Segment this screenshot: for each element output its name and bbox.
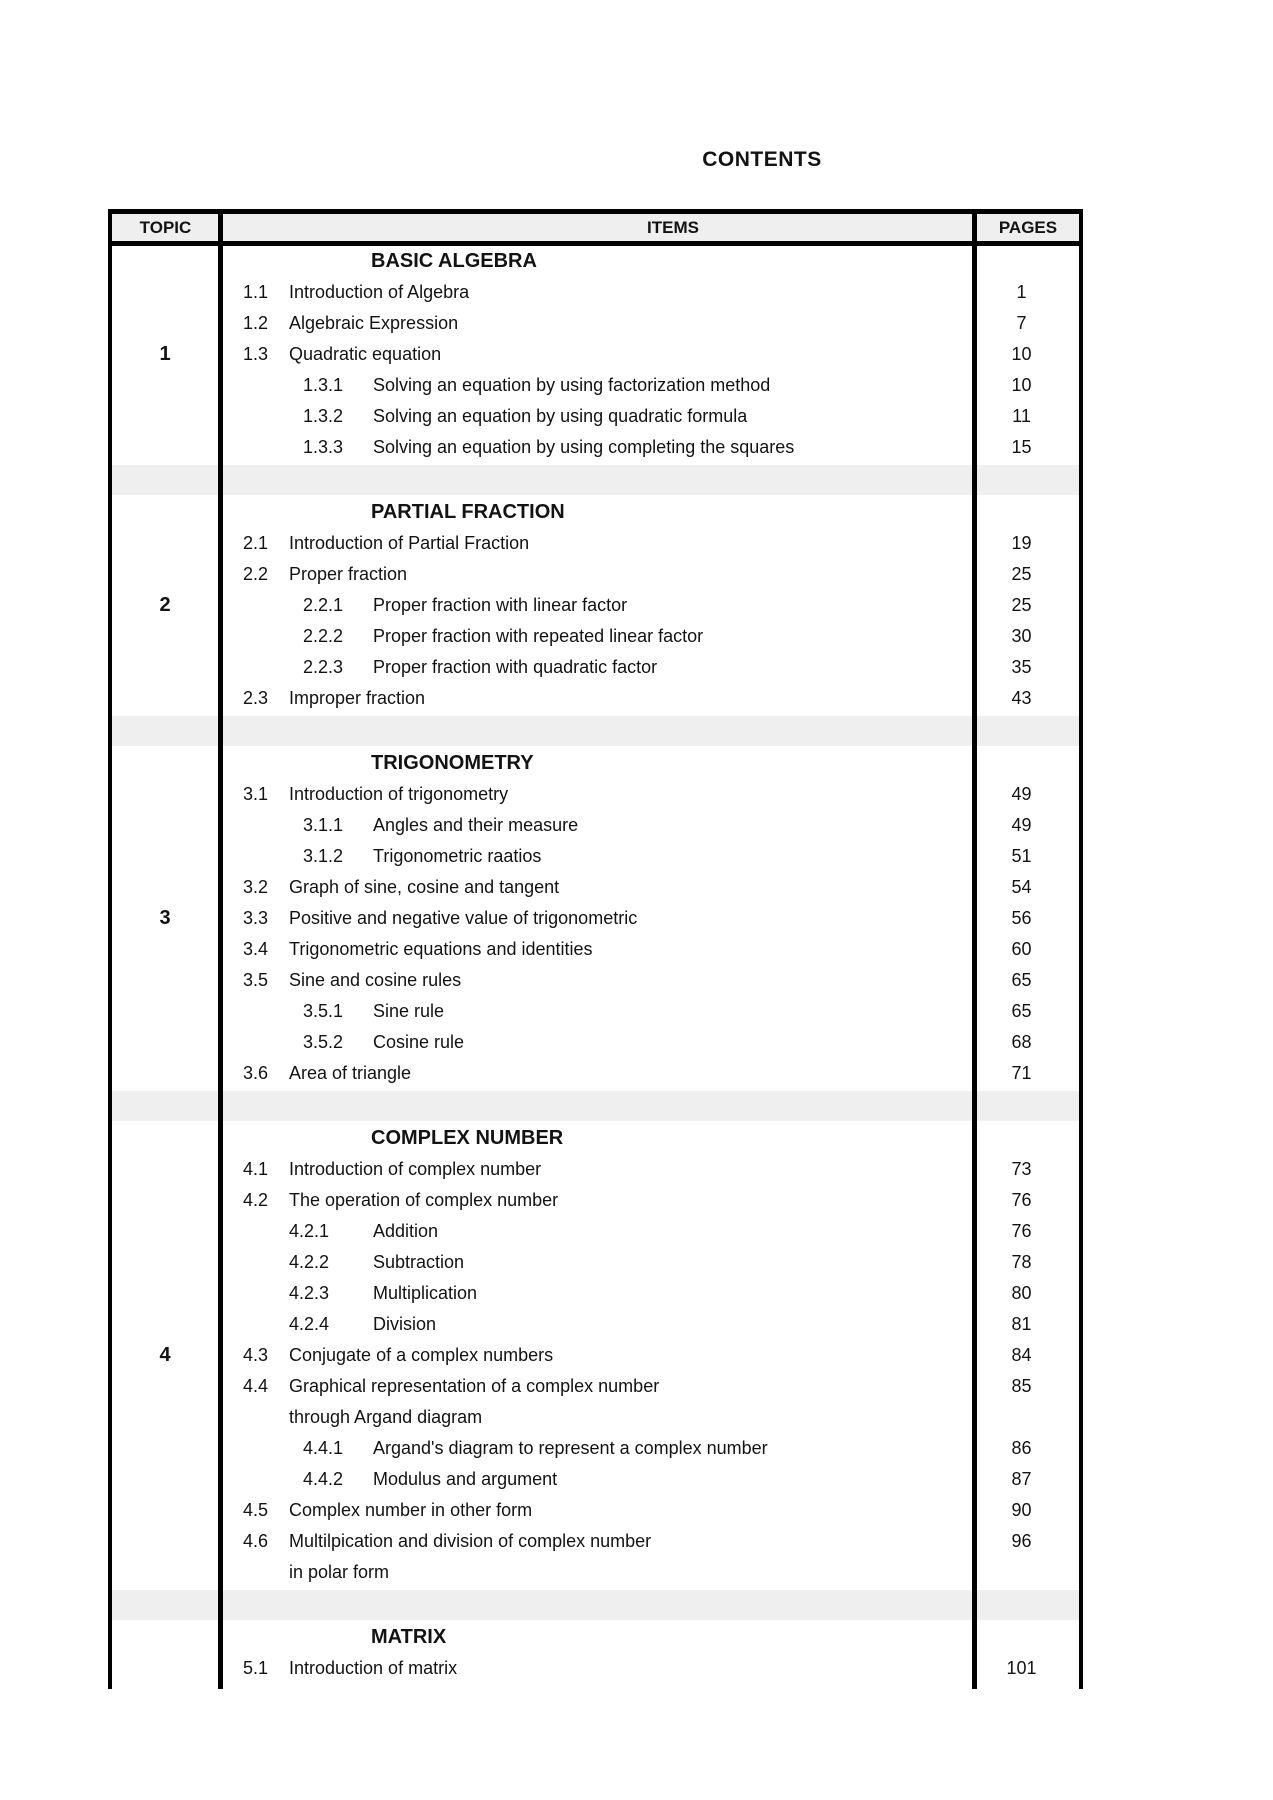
item-cell: [219, 1058, 968, 1089]
item-cell: [219, 1340, 968, 1371]
item-number: 3.1.2: [303, 846, 344, 866]
page-number: 30: [1011, 626, 1032, 646]
toc-row: [108, 1433, 1083, 1464]
page-number: 96: [1011, 1531, 1032, 1551]
section-heading-row: [108, 1123, 1083, 1154]
page-number: [968, 1402, 1075, 1433]
page-number: [968, 1557, 1075, 1588]
item-cell: [219, 841, 968, 872]
section-separator: [108, 1089, 1083, 1123]
page-number: 68: [1011, 1032, 1032, 1052]
toc-row: [108, 559, 1083, 590]
page-number: 73: [1011, 1159, 1032, 1179]
item-label: Solving an equation by using factorization method: [373, 375, 771, 395]
section-block-5: [108, 1622, 1083, 1684]
item-label: Solving an equation by using completing the squares: [373, 437, 795, 457]
toc-row: [108, 621, 1083, 652]
page-number: 87: [1011, 1469, 1032, 1489]
item-number: 3.5.1: [303, 1001, 344, 1021]
toc-row: [108, 528, 1083, 559]
item-number: 1.3.2: [303, 406, 344, 426]
section-separator: [108, 714, 1083, 748]
item-cell: [219, 1495, 968, 1526]
separator-band: [108, 716, 1083, 746]
item-label: Multiplication: [373, 1283, 478, 1303]
contents-table: [108, 209, 1083, 1689]
item-number: 3.3: [243, 908, 269, 928]
item-cell: [219, 559, 968, 590]
page-number: 80: [1011, 1283, 1032, 1303]
page-number: 15: [1011, 437, 1032, 457]
item-cell: [219, 652, 968, 683]
section-heading: BASIC ALGEBRA: [371, 250, 537, 272]
item-number: 5.1: [243, 1658, 269, 1678]
item-cell: [219, 683, 968, 714]
section-heading: TRIGONOMETRY: [371, 752, 534, 774]
toc-row: [108, 810, 1083, 841]
column-header-pages: PAGES: [998, 218, 1058, 237]
toc-row: [108, 1402, 1083, 1433]
item-cell: [219, 1653, 968, 1684]
item-number: 2.2: [243, 564, 269, 584]
item-label: Proper fraction with linear factor: [373, 595, 628, 615]
page-number: 76: [1011, 1221, 1032, 1241]
section-heading-row: [108, 1622, 1083, 1653]
item-cell: [219, 401, 968, 432]
section-heading-row: [108, 246, 1083, 277]
topic-cell: [108, 1622, 219, 1653]
toc-row: [108, 1058, 1083, 1089]
page-number: 7: [1016, 313, 1027, 333]
item-cell: [219, 872, 968, 903]
toc-row: [108, 1247, 1083, 1278]
page-number: 78: [1011, 1252, 1032, 1272]
column-header-topic: TOPIC: [139, 218, 192, 237]
item-label: Modulus and argument: [373, 1469, 558, 1489]
item-number: 2.2.3: [303, 657, 344, 677]
item-cell: [219, 1185, 968, 1216]
page-number: 10: [1011, 375, 1032, 395]
section-heading-row: [108, 497, 1083, 528]
item-cell: [219, 1154, 968, 1185]
item-number: 4.3: [243, 1345, 269, 1365]
toc-row: [108, 590, 1083, 621]
topic-number: 3: [159, 907, 171, 929]
page-number: 76: [1011, 1190, 1032, 1210]
item-number: 2.1: [243, 533, 269, 553]
item-label: Multilpication and division of complex number: [289, 1531, 652, 1551]
item-label: The operation of complex number: [289, 1190, 559, 1210]
item-label: Introduction of complex number: [289, 1159, 542, 1179]
item-cell: [219, 779, 968, 810]
topic-items-divider: [218, 209, 223, 1689]
item-cell: [219, 1433, 968, 1464]
item-label: Introduction of trigonometry: [289, 784, 509, 804]
toc-row: [108, 308, 1083, 339]
item-number: 4.2: [243, 1190, 269, 1210]
item-number: 1.3: [243, 344, 269, 364]
item-cell: [219, 1371, 968, 1402]
item-cell: [219, 308, 968, 339]
item-number: 1.2: [243, 313, 269, 333]
toc-row: [108, 1340, 1083, 1371]
toc-row: [108, 1371, 1083, 1402]
toc-row: [108, 1027, 1083, 1058]
toc-row: [108, 996, 1083, 1027]
table-right-border: [1079, 209, 1083, 1689]
item-number: 4.2.2: [289, 1252, 330, 1272]
page-number: 49: [1011, 784, 1032, 804]
topic-number: 1: [159, 343, 171, 365]
item-label: Conjugate of a complex numbers: [289, 1345, 554, 1365]
items-pages-divider: [972, 209, 977, 1689]
toc-row: [108, 1495, 1083, 1526]
item-label: Addition: [373, 1221, 439, 1241]
toc-row: [108, 277, 1083, 308]
item-number: 2.2.2: [303, 626, 344, 646]
toc-row: [108, 652, 1083, 683]
toc-row: [108, 841, 1083, 872]
table-body: [108, 246, 1083, 1684]
topic-number: 2: [159, 594, 171, 616]
item-number: 3.5: [243, 970, 269, 990]
item-label: Positive and negative value of trigonometric: [289, 908, 638, 928]
item-label: Angles and their measure: [373, 815, 579, 835]
toc-row: [108, 401, 1083, 432]
item-label: Introduction of Algebra: [289, 282, 470, 302]
page-number: 49: [1011, 815, 1032, 835]
item-number: 2.2.1: [303, 595, 344, 615]
page-number: 43: [1011, 688, 1032, 708]
pages-cell: [968, 748, 1075, 779]
section-heading: MATRIX: [371, 1626, 447, 1648]
item-label: Graphical representation of a complex number: [289, 1376, 660, 1396]
separator-band: [108, 1091, 1083, 1121]
item-cell: [219, 370, 968, 401]
item-cell: [219, 903, 968, 934]
toc-row: [108, 683, 1083, 714]
item-number: 4.5: [243, 1500, 269, 1520]
separator-band: [108, 465, 1083, 495]
toc-row: [108, 903, 1083, 934]
separator-band: [108, 1590, 1083, 1620]
toc-row: [108, 779, 1083, 810]
toc-row: [108, 1464, 1083, 1495]
item-number: 1.1: [243, 282, 269, 302]
item-cell: [219, 1027, 968, 1058]
item-label: Trigonometric equations and identities: [289, 939, 593, 959]
section-block-1: [108, 246, 1083, 463]
item-number: 3.4: [243, 939, 269, 959]
table-left-border: [108, 209, 112, 1689]
toc-row: [108, 339, 1083, 370]
item-cell: [219, 590, 968, 621]
page-number: 19: [1011, 533, 1032, 553]
item-cell: [219, 1278, 968, 1309]
page-number: 54: [1011, 877, 1032, 897]
toc-row: [108, 370, 1083, 401]
item-cell: [219, 1216, 968, 1247]
page-title: CONTENTS: [702, 148, 822, 171]
item-number: 4.4.2: [303, 1469, 344, 1489]
item-number: 3.1.1: [303, 815, 344, 835]
item-cell: [219, 621, 968, 652]
item-number: 4.6: [243, 1531, 269, 1551]
item-cell: [219, 432, 968, 463]
page-number: 90: [1011, 1500, 1032, 1520]
toc-row: [108, 432, 1083, 463]
pages-cell: [968, 1622, 1075, 1653]
page-number: 84: [1011, 1345, 1032, 1365]
item-cell: [219, 1247, 968, 1278]
section-heading: COMPLEX NUMBER: [371, 1127, 564, 1149]
section-block-3: [108, 748, 1083, 1089]
topic-number: 4: [159, 1344, 171, 1366]
item-label: in polar form: [289, 1562, 390, 1582]
item-label: Solving an equation by using quadratic formula: [373, 406, 748, 426]
item-number: 4.4: [243, 1376, 269, 1396]
toc-row: [108, 1309, 1083, 1340]
table-header-row: [108, 214, 1083, 241]
pages-cell: [968, 246, 1075, 277]
section-block-2: [108, 497, 1083, 714]
toc-row: [108, 872, 1083, 903]
toc-row: [108, 934, 1083, 965]
item-cell: [219, 934, 968, 965]
section-heading-row: [108, 748, 1083, 779]
item-label: Complex number in other form: [289, 1500, 533, 1520]
item-number: 3.6: [243, 1063, 269, 1083]
item-label: Area of triangle: [289, 1063, 412, 1083]
page-number: 25: [1011, 595, 1032, 615]
page-number: 35: [1011, 657, 1032, 677]
toc-row: [108, 1557, 1083, 1588]
item-cell: [219, 810, 968, 841]
item-label: Sine and cosine rules: [289, 970, 462, 990]
item-cell: [219, 1557, 968, 1588]
item-number: 3.1: [243, 784, 269, 804]
page-number: 101: [1006, 1658, 1037, 1678]
page-number: 11: [1012, 406, 1031, 426]
toc-row: [108, 1278, 1083, 1309]
item-label: Trigonometric raatios: [373, 846, 542, 866]
page-number: 65: [1011, 970, 1032, 990]
item-cell: [219, 1464, 968, 1495]
item-label: Division: [373, 1314, 437, 1334]
pages-cell: [968, 1123, 1075, 1154]
page-number: 60: [1011, 939, 1032, 959]
item-cell: [219, 528, 968, 559]
item-cell: [219, 1309, 968, 1340]
page-number: 85: [1011, 1376, 1032, 1396]
item-number: 4.2.3: [289, 1283, 330, 1303]
item-label: Sine rule: [373, 1001, 445, 1021]
item-number: 2.3: [243, 688, 269, 708]
toc-row: [108, 1185, 1083, 1216]
item-label: Improper fraction: [289, 688, 426, 708]
item-number: 4.2.4: [289, 1314, 330, 1334]
page-number: 10: [1011, 344, 1032, 364]
item-label: Quadratic equation: [289, 344, 442, 364]
header-bottom-border: [108, 241, 1083, 246]
item-cell: [219, 277, 968, 308]
page-number: 25: [1011, 564, 1032, 584]
toc-row: [108, 1154, 1083, 1185]
section-separator: [108, 463, 1083, 497]
item-label: Proper fraction: [289, 564, 408, 584]
column-header-items: ITEMS: [647, 218, 699, 237]
item-label: Proper fraction with quadratic factor: [373, 657, 658, 677]
page-number: 1: [1016, 282, 1027, 302]
item-label: Algebraic Expression: [289, 313, 459, 333]
item-number: 4.1: [243, 1159, 269, 1179]
page-number: 81: [1011, 1314, 1032, 1334]
toc-row: [108, 1216, 1083, 1247]
page-number: 71: [1011, 1063, 1032, 1083]
page-number: 51: [1011, 846, 1032, 866]
item-cell: [219, 1402, 968, 1433]
item-number: 1.3.3: [303, 437, 344, 457]
page-number: 65: [1011, 1001, 1032, 1021]
table-top-border: [108, 209, 1083, 214]
page-number: 56: [1011, 908, 1032, 928]
pages-cell: [968, 497, 1075, 528]
item-label: Subtraction: [373, 1252, 465, 1272]
item-cell: [219, 339, 968, 370]
item-label: Graph of sine, cosine and tangent: [289, 877, 560, 897]
item-number: 4.2.1: [289, 1221, 330, 1241]
page-number: 86: [1011, 1438, 1032, 1458]
section-separator: [108, 1588, 1083, 1622]
item-number: 4.4.1: [303, 1438, 344, 1458]
item-label: Cosine rule: [373, 1032, 465, 1052]
item-label: through Argand diagram: [289, 1407, 483, 1427]
item-cell: [219, 1526, 968, 1557]
toc-row: [108, 965, 1083, 996]
item-label: Introduction of Partial Fraction: [289, 533, 530, 553]
toc-row: [108, 1653, 1083, 1684]
item-cell: [219, 996, 968, 1027]
item-label: Argand's diagram to represent a complex number: [373, 1438, 768, 1458]
item-number: 3.5.2: [303, 1032, 344, 1052]
item-cell: [219, 965, 968, 996]
topic-cell: [108, 1653, 219, 1684]
item-label: Introduction of matrix: [289, 1658, 458, 1678]
item-number: 1.3.1: [303, 375, 344, 395]
item-number: 3.2: [243, 877, 269, 897]
toc-row: [108, 1526, 1083, 1557]
section-block-4: [108, 1123, 1083, 1588]
item-label: Proper fraction with repeated linear factor: [373, 626, 704, 646]
section-heading: PARTIAL FRACTION: [371, 501, 565, 523]
